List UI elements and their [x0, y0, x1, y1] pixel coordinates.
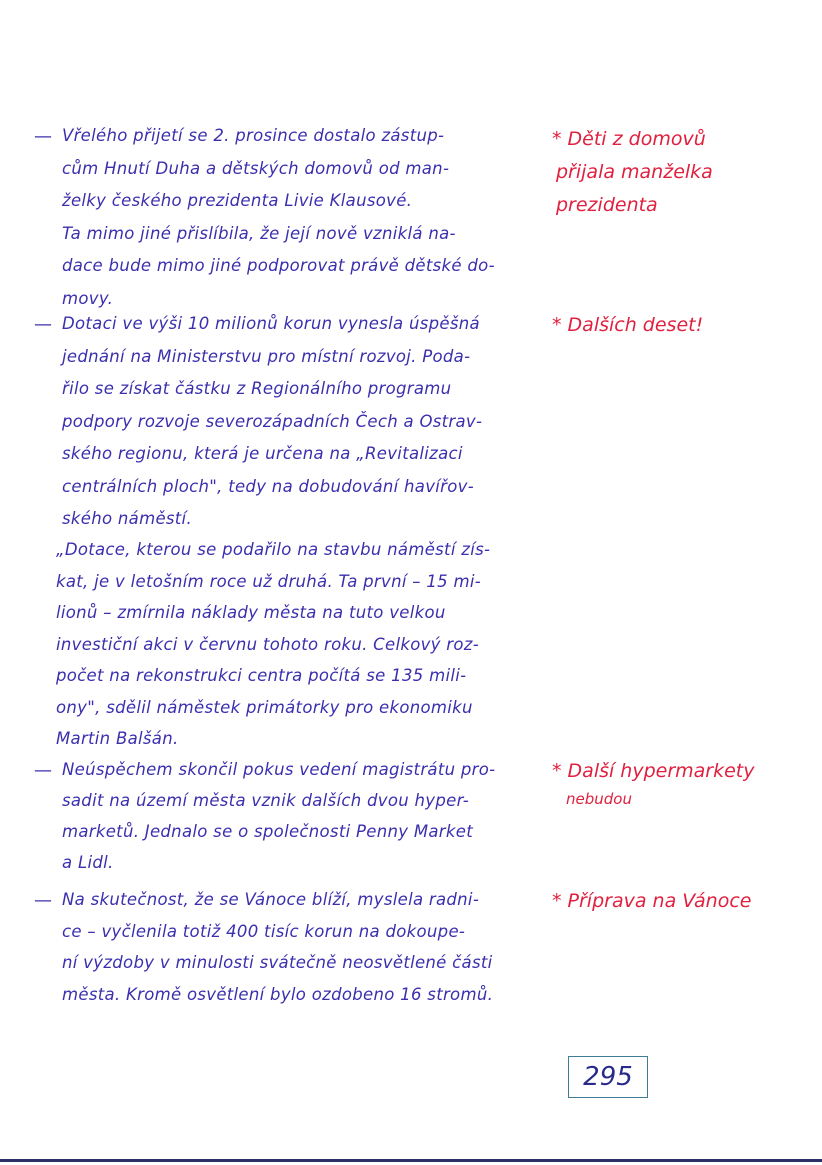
- page-number: 295: [583, 1062, 633, 1092]
- handwritten-line: Neúspěchem skončil pokus vedení magistrátu pro-: [62, 760, 496, 779]
- handwritten-line: města. Kromě osvětlení bylo ozdobeno 16 stromů.: [62, 984, 494, 1004]
- margin-note-line: * Děti z domovů: [552, 128, 706, 150]
- page-number-box: [568, 1056, 648, 1098]
- handwritten-line: počet na rekonstrukci centra počítá se 135 mili-: [56, 666, 467, 685]
- handwritten-line: Martin Balšán.: [56, 729, 179, 748]
- paragraph-bullet-dash: —: [34, 126, 52, 147]
- handwritten-line: movy.: [62, 288, 114, 308]
- handwritten-line: kat, je v letošním roce už druhá. Ta první – 15 mi-: [56, 571, 482, 591]
- margin-note-line: * Příprava na Vánoce: [552, 890, 752, 912]
- handwritten-line: ského regionu, která je určena na „Revitalizaci: [62, 444, 463, 463]
- paragraph-bullet-dash: —: [34, 314, 52, 335]
- margin-note-line: přijala manželka: [556, 161, 713, 183]
- handwritten-line: Ta mimo jiné přislíbila, že její nově vzniklá na-: [62, 223, 456, 243]
- handwritten-line: podpory rozvoje severozápadních Čech a Ostrav-: [62, 411, 483, 431]
- handwritten-line: dace bude mimo jiné podporovat právě dětské do-: [62, 256, 495, 275]
- handwritten-line: ce – vyčlenila totiž 400 tisíc korun na dokoupe-: [62, 921, 466, 941]
- handwritten-line: marketů. Jednalo se o společnosti Penny Market: [62, 822, 473, 841]
- margin-note-line: * Další hypermarkety: [552, 760, 755, 782]
- handwritten-line: centrálních ploch", tedy na dobudování havířov-: [62, 476, 474, 496]
- handwritten-line: jednání na Ministerstvu pro místní rozvoj. Poda-: [62, 346, 471, 366]
- handwritten-line: Dotaci ve výši 10 milionů korun vynesla úspěšná: [62, 314, 480, 333]
- paragraph-bullet-dash: —: [34, 760, 52, 781]
- handwritten-line: „Dotace, kterou se podařilo na stavbu náměstí zís-: [56, 540, 491, 559]
- handwritten-line: Vřelého přijetí se 2. prosince dostalo zástup-: [62, 126, 445, 145]
- handwritten-line: ského náměstí.: [62, 509, 192, 528]
- handwritten-line: a Lidl.: [62, 853, 114, 872]
- margin-note-line: nebudou: [566, 790, 632, 808]
- paragraph-bullet-dash: —: [34, 890, 52, 911]
- handwritten-line: želky českého prezidenta Livie Klausové.: [62, 191, 413, 210]
- handwritten-line: Na skutečnost, že se Vánoce blíží, myslela radni-: [62, 890, 480, 909]
- handwritten-line: ní výzdoby v minulosti svátečně neosvětlené části: [62, 953, 493, 972]
- handwritten-line: sadit na území města vznik dalších dvou hyper-: [62, 791, 470, 810]
- page-bottom-edge: [0, 1159, 822, 1162]
- handwritten-line: cům Hnutí Duha a dětských domovů od man-: [62, 158, 450, 178]
- margin-note-line: prezidenta: [556, 194, 658, 216]
- margin-note-line: * Dalších deset!: [552, 314, 704, 336]
- handwritten-line: řilo se získat částku z Regionálního programu: [62, 379, 452, 398]
- handwritten-line: lionů – zmírnila náklady města na tuto velkou: [56, 603, 446, 622]
- handwritten-line: investiční akci v červnu tohoto roku. Celkový roz-: [56, 634, 479, 654]
- handwritten-line: ony", sdělil náměstek primátorky pro ekonomiku: [56, 697, 473, 717]
